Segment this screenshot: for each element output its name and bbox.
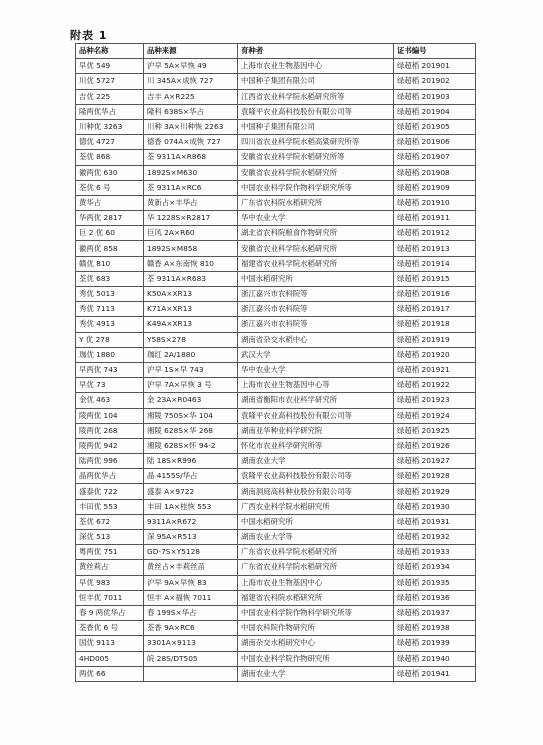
header-variety-source: 品种来源 — [144, 44, 238, 59]
cell-variety-source: 深 95A×R513 — [144, 530, 238, 545]
cell-variety-source — [144, 666, 238, 681]
cell-certificate-number: 绿超稻 201918 — [394, 317, 476, 332]
cell-breeder: 中国水稻研究所 — [238, 514, 394, 529]
table-row — [76, 195, 476, 210]
cell-breeder: 武汉大学 — [238, 347, 394, 362]
cell-breeder: 湖南省杂交水稻中心 — [238, 332, 394, 347]
table-row — [76, 560, 476, 575]
cell-variety-source: 赣香 A×东南恢 810 — [144, 256, 238, 271]
cell-variety-name: 荃优 6 号 — [76, 180, 144, 195]
cell-variety-name: 巨 2 优 60 — [76, 226, 144, 241]
table-row — [76, 150, 476, 165]
cell-certificate-number: 绿超稻 201913 — [394, 241, 476, 256]
cell-breeder: 中国种子集团有限公司 — [238, 119, 394, 134]
cell-variety-name: 徽两优 858 — [76, 241, 144, 256]
cell-variety-name: 早两优 743 — [76, 362, 144, 377]
cell-certificate-number: 绿超稻 201941 — [394, 666, 476, 681]
table-row — [76, 241, 476, 256]
cell-variety-source: 荃 9311A×R868 — [144, 150, 238, 165]
cell-breeder: 安徽省农业科学院水稻研究所 — [238, 241, 394, 256]
cell-variety-source: 川 345A×成恢 727 — [144, 74, 238, 89]
cell-breeder: 上海市农业生物基因中心等 — [238, 378, 394, 393]
cell-variety-source: 湘陵 750S×华 104 — [144, 408, 238, 423]
cell-breeder: 四川省农业科学院水稻高粱研究所等 — [238, 135, 394, 150]
cell-variety-source: 荃香 9A×RC6 — [144, 621, 238, 636]
cell-certificate-number: 绿超稻 201916 — [394, 287, 476, 302]
table-row — [76, 180, 476, 195]
table-row — [76, 226, 476, 241]
cell-breeder: 广东省农业科学院水稻研究所 — [238, 545, 394, 560]
table-row — [76, 438, 476, 453]
table-row — [76, 423, 476, 438]
cell-breeder: 江西省农业科学院水稻研究所等 — [238, 89, 394, 104]
cell-variety-source: 春 199S×华占 — [144, 605, 238, 620]
cell-certificate-number: 绿超稻 201923 — [394, 393, 476, 408]
cell-certificate-number: 绿超稻 201932 — [394, 530, 476, 545]
table-row — [76, 590, 476, 605]
cell-certificate-number: 绿超稻 201907 — [394, 150, 476, 165]
cell-variety-source: 川种 3A×川种恢 2263 — [144, 119, 238, 134]
header-breeder: 育种者 — [238, 44, 394, 59]
cell-variety-source: 隆科 638S×华占 — [144, 104, 238, 119]
cell-certificate-number: 绿超稻 201940 — [394, 651, 476, 666]
cell-variety-source: 湘陵 628S×怀 94-2 — [144, 438, 238, 453]
cell-breeder: 湖南农业大学 — [238, 666, 394, 681]
table-row — [76, 469, 476, 484]
cell-certificate-number: 绿超稻 201924 — [394, 408, 476, 423]
cell-certificate-number: 绿超稻 201938 — [394, 621, 476, 636]
table-row — [76, 499, 476, 514]
cell-variety-source: Y58S×278 — [144, 332, 238, 347]
cell-variety-name: 粤两优 751 — [76, 545, 144, 560]
table-row — [76, 165, 476, 180]
cell-breeder: 怀化市农业科学研究所等 — [238, 438, 394, 453]
cell-variety-name: 川种优 3263 — [76, 119, 144, 134]
table-row — [76, 287, 476, 302]
table-row — [76, 408, 476, 423]
cell-breeder: 中国农业科学院作物科学研究所等 — [238, 180, 394, 195]
table-row — [76, 211, 476, 226]
table-row — [76, 605, 476, 620]
cell-variety-source: 黄新占×丰华占 — [144, 195, 238, 210]
cell-certificate-number: 绿超稻 201920 — [394, 347, 476, 362]
cell-breeder: 中国种子集团有限公司 — [238, 74, 394, 89]
cell-certificate-number: 绿超稻 201911 — [394, 211, 476, 226]
table-row — [76, 530, 476, 545]
cell-variety-name: Y 优 278 — [76, 332, 144, 347]
variety-table — [75, 43, 476, 682]
table-row — [76, 347, 476, 362]
cell-certificate-number: 绿超稻 201928 — [394, 469, 476, 484]
cell-variety-name: 隆两优华占 — [76, 104, 144, 119]
cell-variety-name: 早优 983 — [76, 575, 144, 590]
cell-variety-source: K71A×XR13 — [144, 302, 238, 317]
cell-breeder: 浙江嘉兴市农科院等 — [238, 302, 394, 317]
table-row — [76, 256, 476, 271]
cell-variety-source: 1892S×M630 — [144, 165, 238, 180]
cell-variety-name: 陆两优 996 — [76, 454, 144, 469]
cell-variety-name: 珈优 1880 — [76, 347, 144, 362]
cell-variety-name: 春 9 两优华占 — [76, 605, 144, 620]
cell-certificate-number: 绿超稻 201929 — [394, 484, 476, 499]
cell-variety-name: 陵两优 268 — [76, 423, 144, 438]
table-row — [76, 393, 476, 408]
cell-variety-name: 陵两优 942 — [76, 438, 144, 453]
cell-variety-source: 珈红 2A/1880 — [144, 347, 238, 362]
cell-breeder: 浙江嘉兴市农科院等 — [238, 317, 394, 332]
cell-variety-source: K49A×XR13 — [144, 317, 238, 332]
cell-variety-source: 沪早 1S×早 743 — [144, 362, 238, 377]
table-header-row — [76, 44, 476, 59]
cell-variety-name: 荃优 683 — [76, 271, 144, 286]
cell-variety-name: 盛泰优 722 — [76, 484, 144, 499]
cell-variety-name: 黄华占 — [76, 195, 144, 210]
cell-certificate-number: 绿超稻 201904 — [394, 104, 476, 119]
cell-certificate-number: 绿超稻 201910 — [394, 195, 476, 210]
table-row — [76, 666, 476, 681]
table-row — [76, 74, 476, 89]
table-row — [76, 636, 476, 651]
cell-variety-name: 两优 66 — [76, 666, 144, 681]
cell-variety-source: 陆 18S×R996 — [144, 454, 238, 469]
cell-variety-source: 1892S×M858 — [144, 241, 238, 256]
cell-variety-source: K50A×XR13 — [144, 287, 238, 302]
cell-certificate-number: 绿超稻 201933 — [394, 545, 476, 560]
cell-certificate-number: 绿超稻 201927 — [394, 454, 476, 469]
cell-variety-name: 黄丝莉占 — [76, 560, 144, 575]
cell-breeder: 中国水稻研究所 — [238, 271, 394, 286]
cell-certificate-number: 绿超稻 201919 — [394, 332, 476, 347]
cell-breeder: 上海市农业生物基因中心 — [238, 59, 394, 74]
cell-breeder: 湖南农业大学等 — [238, 530, 394, 545]
cell-variety-source: 恒丰 A×福恢 7011 — [144, 590, 238, 605]
cell-variety-name: 深优 513 — [76, 530, 144, 545]
cell-breeder: 广东省农科院水稻研究所 — [238, 195, 394, 210]
cell-certificate-number: 绿超稻 201930 — [394, 499, 476, 514]
cell-certificate-number: 绿超稻 201926 — [394, 438, 476, 453]
cell-breeder: 湖北省农科院粮食作物研究所 — [238, 226, 394, 241]
cell-breeder: 中国农业科学院作物研究所 — [238, 651, 394, 666]
table-row — [76, 271, 476, 286]
cell-variety-source: 沪早 9A×早恢 83 — [144, 575, 238, 590]
cell-variety-source: 沪早 7A×早恢 3 号 — [144, 378, 238, 393]
cell-breeder: 上海市农业生物基因中心 — [238, 575, 394, 590]
cell-variety-name: 4HD005 — [76, 651, 144, 666]
cell-certificate-number: 绿超稻 201939 — [394, 636, 476, 651]
cell-certificate-number: 绿超稻 201914 — [394, 256, 476, 271]
cell-certificate-number: 绿超稻 201903 — [394, 89, 476, 104]
cell-breeder: 中国农科院作物研究所 — [238, 621, 394, 636]
cell-breeder: 华中农业大学 — [238, 211, 394, 226]
cell-certificate-number: 绿超稻 201906 — [394, 135, 476, 150]
cell-variety-source: 金 23A×R0463 — [144, 393, 238, 408]
cell-variety-source: 丰田 1A×桂恢 553 — [144, 499, 238, 514]
cell-breeder: 袁隆平农业高科技股份有限公司等 — [238, 469, 394, 484]
cell-variety-name: 荃优 868 — [76, 150, 144, 165]
cell-breeder: 安徽省农业科学院水稻研究所等 — [238, 150, 394, 165]
cell-certificate-number: 绿超稻 201936 — [394, 590, 476, 605]
table-row — [76, 59, 476, 74]
header-variety-name: 品种名称 — [76, 44, 144, 59]
cell-variety-name: 晶两优华占 — [76, 469, 144, 484]
cell-breeder: 袁隆平农业高科技股份有限公司等 — [238, 408, 394, 423]
cell-variety-source: 华 1228S×R2817 — [144, 211, 238, 226]
cell-variety-name: 徽两优 630 — [76, 165, 144, 180]
table-row — [76, 514, 476, 529]
cell-certificate-number: 绿超稻 201922 — [394, 378, 476, 393]
cell-breeder: 中国农业科学院作物科学研究所等 — [238, 605, 394, 620]
cell-variety-name: 川优 5727 — [76, 74, 144, 89]
table-row — [76, 651, 476, 666]
cell-variety-source: 黄丝占×丰莉丝苗 — [144, 560, 238, 575]
cell-breeder: 湖南亚华种业科学研究院 — [238, 423, 394, 438]
cell-certificate-number: 绿超稻 201917 — [394, 302, 476, 317]
cell-variety-source: GD-7S×Y5128 — [144, 545, 238, 560]
cell-certificate-number: 绿超稻 201937 — [394, 605, 476, 620]
cell-variety-source: 晶 4155S/华占 — [144, 469, 238, 484]
cell-certificate-number: 绿超稻 201935 — [394, 575, 476, 590]
table-row — [76, 119, 476, 134]
table-row — [76, 378, 476, 393]
table-row — [76, 89, 476, 104]
table-row — [76, 362, 476, 377]
cell-breeder: 安徽省农业科学院水稻研究所 — [238, 165, 394, 180]
cell-breeder: 湖南省衡阳市农业科学研究所 — [238, 393, 394, 408]
cell-variety-source: 9311A×R672 — [144, 514, 238, 529]
cell-variety-name: 华两优 2817 — [76, 211, 144, 226]
cell-certificate-number: 绿超稻 201921 — [394, 362, 476, 377]
cell-certificate-number: 绿超稻 201931 — [394, 514, 476, 529]
cell-variety-source: 德香 074A×成恢 727 — [144, 135, 238, 150]
cell-variety-name: 陵两优 104 — [76, 408, 144, 423]
cell-variety-source: 巨风 2A×R60 — [144, 226, 238, 241]
cell-certificate-number: 绿超稻 201915 — [394, 271, 476, 286]
cell-variety-source: 荃 9311A×R683 — [144, 271, 238, 286]
table-row — [76, 575, 476, 590]
cell-breeder: 广西农业科学院水稻研究所 — [238, 499, 394, 514]
cell-variety-name: 荃优 672 — [76, 514, 144, 529]
cell-breeder: 福建省农业科学院水稻研究所 — [238, 256, 394, 271]
cell-variety-source: 吉丰 A×R225 — [144, 89, 238, 104]
cell-variety-source: 荃 9311A×RC6 — [144, 180, 238, 195]
table-caption: 附表 1 — [70, 29, 108, 42]
cell-variety-name: 早优 549 — [76, 59, 144, 74]
cell-certificate-number: 绿超稻 201902 — [394, 74, 476, 89]
cell-variety-name: 赣优 810 — [76, 256, 144, 271]
cell-variety-source: 盛泰 A×9722 — [144, 484, 238, 499]
cell-variety-source: 3301A×9113 — [144, 636, 238, 651]
cell-variety-name: 秀优 7113 — [76, 302, 144, 317]
header-certificate-number: 证书编号 — [394, 44, 476, 59]
table-row — [76, 302, 476, 317]
cell-variety-source: 湘陵 628S×华 268 — [144, 423, 238, 438]
cell-variety-name: 荃香优 6 号 — [76, 621, 144, 636]
cell-breeder: 华中农业大学 — [238, 362, 394, 377]
table-row — [76, 135, 476, 150]
cell-variety-name: 秀优 5013 — [76, 287, 144, 302]
table-body — [76, 59, 476, 682]
cell-certificate-number: 绿超稻 201909 — [394, 180, 476, 195]
cell-certificate-number: 绿超稻 201905 — [394, 119, 476, 134]
cell-certificate-number: 绿超稻 201925 — [394, 423, 476, 438]
cell-variety-source: 皖 28S/DT505 — [144, 651, 238, 666]
cell-variety-name: 恒丰优 7011 — [76, 590, 144, 605]
cell-breeder: 湖南农业大学 — [238, 454, 394, 469]
table-row — [76, 317, 476, 332]
table-row — [76, 332, 476, 347]
cell-certificate-number: 绿超稻 201912 — [394, 226, 476, 241]
table-row — [76, 454, 476, 469]
table-row — [76, 545, 476, 560]
cell-breeder: 湖南杂交水稻研究中心 — [238, 636, 394, 651]
cell-variety-name: 国优 9113 — [76, 636, 144, 651]
cell-variety-name: 吉优 225 — [76, 89, 144, 104]
cell-breeder: 福建省农科院水稻研究所 — [238, 590, 394, 605]
cell-breeder: 袁隆平农业高科技股份有限公司等 — [238, 104, 394, 119]
cell-variety-source: 沪早 5A×早恢 49 — [144, 59, 238, 74]
cell-breeder: 湖南洞庭高科种业股份有限公司等 — [238, 484, 394, 499]
cell-certificate-number: 绿超稻 201934 — [394, 560, 476, 575]
table-row — [76, 621, 476, 636]
cell-variety-name: 秀优 4913 — [76, 317, 144, 332]
table-row — [76, 104, 476, 119]
cell-breeder: 浙江嘉兴市农科院等 — [238, 287, 394, 302]
cell-variety-name: 早优 73 — [76, 378, 144, 393]
table-row — [76, 484, 476, 499]
cell-breeder: 广东省农业科学院水稻研究所 — [238, 560, 394, 575]
cell-certificate-number: 绿超稻 201908 — [394, 165, 476, 180]
cell-variety-name: 德优 4727 — [76, 135, 144, 150]
cell-variety-name: 金优 463 — [76, 393, 144, 408]
cell-variety-name: 丰田优 553 — [76, 499, 144, 514]
cell-certificate-number: 绿超稻 201901 — [394, 59, 476, 74]
